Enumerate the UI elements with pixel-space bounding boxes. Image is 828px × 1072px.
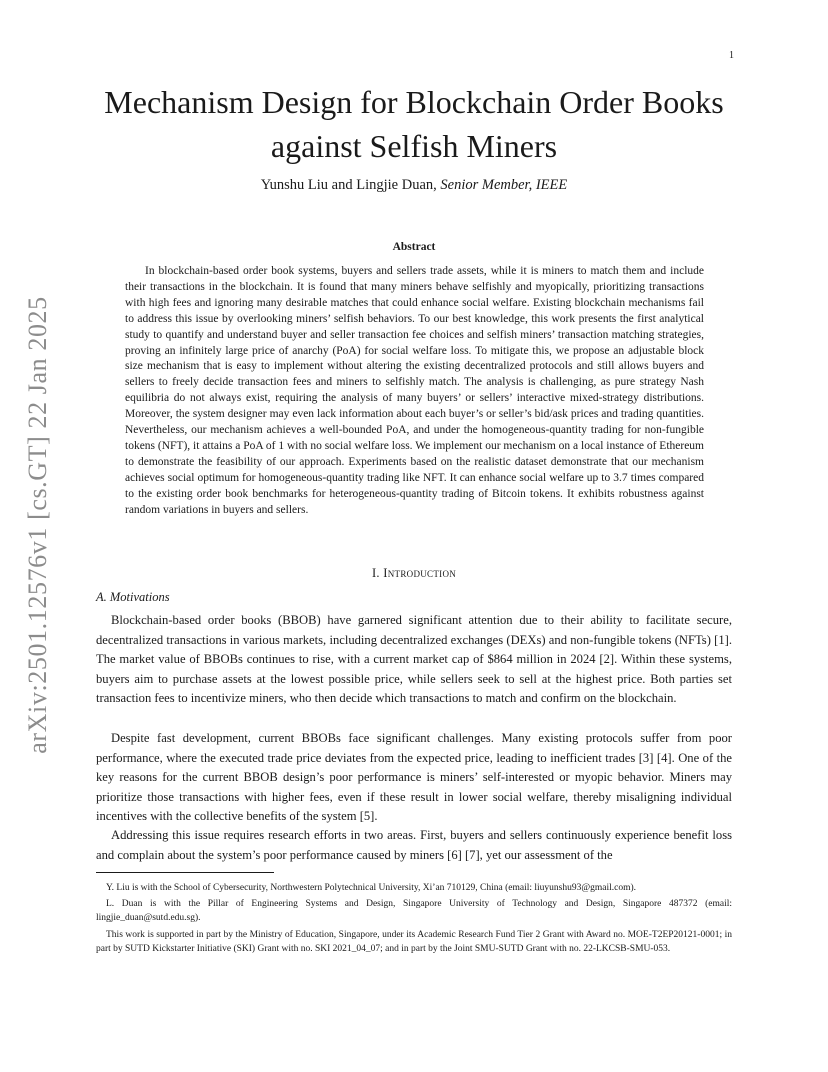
abstract-text: In blockchain-based order book systems, buyers and sellers trade assets, while it is miners to match them and include their transactions in the blockchain. It is found that many miners behave selfishly and myopically, prioritizing transactions with high fees and ignoring many desirable matches that could enhance social welfare. Existing blockchain mechanisms fail to address this issue by overlooking miners’ selfish behaviors. To our best knowledge, this work presents the first analytical study to quantify and understand buyer and seller transaction fee choices and selfish miners’ transaction matching strategies, proving an infinitely large price of anarchy (PoA) for social welfare loss. To mitigate this, we propose an adjustable block size mechanism that is easy to implement without altering the existing decentralized protocols and still allows buyers and sellers to freely decide transaction fees and miners to selfishly match. The analysis is challenging, as pure strategy Nash equilibria do not always exist, requiring the analysis of many buyers’ or sellers’ interactive mixed-strategy distributions. Moreover, the system designer may even lack information about each buyer’s or seller’s bid/ask prices and trading quantities. Nevertheless, our mechanism achieves a well-bounded PoA, and under the homogeneous-quantity trading for non-fungible tokens (NFT), it attains a PoA of 1 with no social welfare loss. We implement our mechanism on a local instance of Ethereum to demonstrate the feasibility of our approach. Experiments based on the realistic dataset demonstrate that our mechanism achieves social optimum for homogeneous-quantity trading like NFT. It can enhance social welfare up to 3.7 times compared to the existing order book benchmarks for heterogeneous-quantity trading of Bitcoin tokens. It exhibits robustness against random variations in buyers and sellers.: [125, 265, 704, 516]
body-paragraph: Blockchain-based order books (BBOB) have garnered significant attention due to their ability to facilitate secure, decentralized transactions in various markets, including decentralized exchanges (DEXs) and non-fungible tokens (NFTs) [1]. The market value of BBOBs continues to rise, with a current market cap of $864 million in 2024 [2]. Within these systems, buyers aim to purchase assets at the lowest possible price, while sellers seek to sell at the highest price. Both parties set transaction fees to incentivize miners, who then decide which transactions to match and confirm on the blockchain.: [96, 613, 732, 705]
section-heading: [96, 566, 732, 581]
footnote: This work is supported in part by the Ministry of Education, Singapore, under its Academic Research Fund Tier 2 Grant with Award no. MOE-T2EP20121-0001; in part by SUTD Kickstarter Initiative (SKI) Grant with no. SKI 2021_04_07; and in part by the Joint SMU-SUTD Grant with no. 22-LKCSB-SMU-053.: [96, 929, 732, 954]
page-number: 1: [729, 50, 734, 61]
authors-line: [96, 177, 732, 194]
abstract-heading: Abstract: [392, 241, 436, 253]
body-paragraph: Despite fast development, current BBOBs face significant challenges. Many existing protocols suffer from poor performance, where the executed trade price deviates from the expected price, leading to inefficient trades [3] [4]. One of the key reasons for the current BBOB design’s poor performance is miners’ self-interested or myopic behavior. Miners may prioritize those transactions with higher fees, even if these result in lower social welfare, thereby misaligning individual incentives with the collective benefits of the system [5].: [96, 731, 732, 823]
section-number: I.: [371, 566, 380, 580]
footnotes: [96, 881, 732, 956]
author-affiliation: Senior Member, IEEE: [440, 177, 568, 193]
section-title: Introduction: [383, 566, 457, 580]
footnote-divider: [96, 872, 274, 873]
arxiv-stamp-text: arXiv:2501.12576v1 [cs.GT] 22 Jan 2025: [23, 296, 52, 754]
footnote: Y. Liu is with the School of Cybersecurity, Northwestern Polytechnical University, Xi’an 710129, China (email: liuyunshu93@gmail.com).: [106, 883, 637, 893]
subsection-heading: A. Motivations: [96, 590, 170, 604]
author-names: Yunshu Liu and Lingjie Duan,: [260, 177, 437, 193]
footnote: L. Duan is with the Pillar of Engineering Systems and Design, Singapore University of Technology and Design, Singapore 487372 (email: lingjie_duan@sutd.edu.sg).: [96, 899, 732, 924]
paper-title: Mechanism Design for Blockchain Order Books against Selfish Miners: [104, 84, 724, 164]
body-paragraph: Addressing this issue requires research efforts in two areas. First, buyers and sellers continuously experience benefit loss and complain about the system’s poor performance caused by miners [6] [7], yet our assessment of the: [96, 828, 732, 862]
